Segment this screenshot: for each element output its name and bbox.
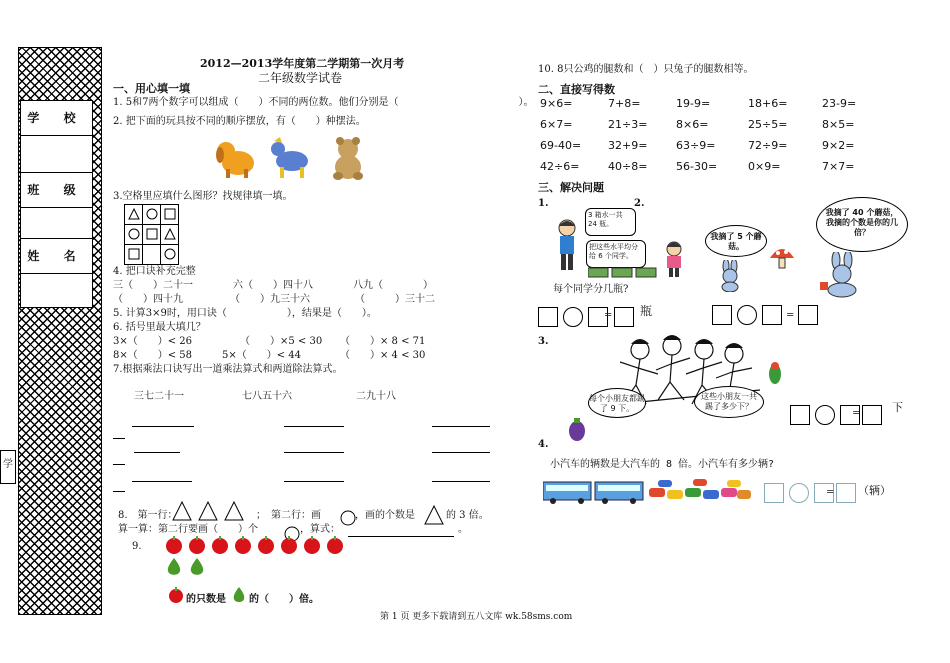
p2-bubble-1: 我摘了 5 个蘑菇。 — [705, 225, 769, 259]
p2-result-box — [798, 304, 823, 325]
rabbit-small-icon — [716, 260, 744, 292]
q4: 4. 把口诀补充完整 — [113, 266, 196, 277]
apple-icon — [166, 586, 186, 604]
p1-bubble-2: 把这些水平均分给 6 个同学。 — [586, 240, 646, 268]
answer-box[interactable] — [712, 305, 732, 325]
q8-formula-label: ，算式： — [300, 524, 340, 535]
p4-question: 小汽车的辆数是大汽车的 8 倍。小汽车有多少辆? — [550, 459, 775, 470]
answer-box[interactable] — [798, 305, 818, 325]
p2-answer-boxes — [712, 304, 787, 325]
mushroom-icon — [768, 244, 796, 270]
p1-equals: = — [604, 310, 613, 321]
calc-item: 23-9= — [822, 97, 857, 110]
p1-number: 1. — [538, 198, 549, 209]
q10: 10. 8只公鸡的腿数和（ ）只兔子的腿数相等。 — [538, 64, 754, 75]
q8-triangles — [172, 500, 248, 522]
school-label: 学 校 — [21, 101, 92, 136]
q8-first-row-label: 8. 第一行： — [118, 510, 178, 521]
operator-circle[interactable] — [563, 307, 583, 327]
p4-unit: （辆） — [858, 484, 891, 497]
p2-equals: = — [786, 310, 795, 321]
q7: 7.根据乘法口诀写出一道乘法算式和两道除法算式。 — [113, 364, 343, 375]
answer-line[interactable] — [113, 463, 125, 465]
horse-toy-icon — [271, 137, 308, 178]
calc-item: 25÷5= — [748, 118, 788, 131]
q6-row1-a: 3×（ ）< 26 — [113, 336, 193, 347]
q6-row1-c: （ ）× 8 < 71 — [340, 336, 426, 347]
section1-heading: 一、用心填一填 — [113, 82, 190, 95]
answer-box[interactable] — [790, 405, 810, 425]
q4-row1-b: 六（ ）四十八 — [233, 280, 313, 291]
calc-item: 6×7= — [540, 118, 573, 131]
parrot-character-icon — [764, 360, 786, 386]
bear-toy-icon — [333, 137, 363, 180]
calc-item: 8×5= — [822, 118, 855, 131]
q6-row1-b: （ ）×5 < 30 — [240, 336, 323, 347]
class-label: 班 级 — [21, 173, 92, 208]
q9-text-a: 的只数是 — [186, 594, 226, 605]
bus-icon — [595, 482, 643, 504]
circle-icon — [128, 228, 140, 240]
calc-item: 9×6= — [540, 97, 573, 110]
square-icon — [128, 248, 140, 260]
calc-item: 7+8= — [608, 97, 641, 110]
q4-row2-b: （ ）九三十六 — [230, 294, 310, 305]
rabbit-large-icon — [818, 252, 868, 298]
apple-icon — [258, 536, 274, 554]
answer-line[interactable] — [113, 490, 125, 492]
circle-icon — [146, 208, 158, 220]
p3-bubble-1: 每个小朋友都踢了 9 下。 — [588, 388, 646, 418]
q6-row2-c: （ ）× 4 < 30 — [340, 350, 426, 361]
calc-item: 32+9= — [608, 139, 648, 152]
school-field — [21, 136, 92, 173]
q5: 5. 计算3×9时，用口诀（ ），结果是（ ）。 — [113, 308, 377, 319]
answer-line[interactable] — [132, 480, 192, 482]
pear-icon — [168, 558, 180, 575]
exam-subtitle: 二年级数学试卷 — [258, 71, 343, 85]
triangle-icon — [424, 505, 444, 525]
calc-item: 8×6= — [676, 118, 709, 131]
answer-line[interactable] — [432, 425, 490, 427]
calc-item: 72÷9= — [748, 139, 788, 152]
calc-item: 42÷6= — [540, 160, 580, 173]
answer-box[interactable] — [836, 483, 856, 503]
q8-calc-text: 算一算：第二行要画（ ）个 — [118, 524, 258, 535]
operator-circle[interactable] — [815, 405, 835, 425]
q7-rhyme-2: 七八五十六 — [242, 391, 292, 402]
q1: 1. 5和7两个数字可以组成（ ）不同的两位数。他们分别是（ ）。 — [113, 97, 534, 108]
boy-icon — [552, 218, 582, 276]
student-info-box — [20, 100, 93, 308]
operator-circle[interactable] — [737, 305, 757, 325]
q8-count-text: ，画的个数是 — [355, 510, 415, 521]
circle-icon — [340, 510, 356, 526]
p1-question: 每个同学分几瓶? — [553, 284, 629, 295]
vehicles-illustration — [543, 478, 753, 506]
q8-second-row-label: ； 第二行：画 — [256, 510, 321, 521]
answer-line[interactable] — [432, 451, 490, 453]
class-field — [21, 208, 92, 239]
answer-line[interactable] — [432, 480, 490, 482]
answer-line[interactable] — [284, 425, 344, 427]
answer-box[interactable] — [764, 483, 784, 503]
p4-equals: = — [826, 487, 835, 498]
q2: 2. 把下面的玩具按不同的顺序摆放，有（ ）种摆法。 — [113, 116, 366, 127]
q9-fruit-illustration — [164, 536, 350, 578]
calc-item: 21÷3= — [608, 118, 648, 131]
q4-row1-a: 三（ ）二十一 — [113, 280, 193, 291]
apple-icon — [166, 536, 182, 554]
answer-box[interactable] — [862, 405, 882, 425]
apple-icon — [235, 536, 251, 554]
triangle-icon — [199, 502, 217, 520]
p1-result-box — [614, 306, 639, 327]
q4-row1-c: 八九（ ） — [353, 280, 433, 291]
kids-playing-illustration — [600, 330, 770, 440]
p1-bubble-1: 3 箱水一共 24 瓶。 — [585, 208, 636, 236]
toys-illustration — [210, 135, 370, 181]
apple-icon — [327, 536, 343, 554]
pear-icon — [191, 558, 203, 575]
answer-line[interactable] — [134, 451, 180, 453]
answer-line[interactable] — [284, 480, 344, 482]
p1-answer-boxes — [538, 306, 613, 327]
q6-row2-b: 5×（ ）< 44 — [222, 350, 302, 361]
triangle-icon — [225, 502, 243, 520]
p3-bubble-2: 这些小朋友一共踢了多少下？ — [694, 386, 764, 418]
q4-row2-a: （ ）四十九 — [113, 294, 183, 305]
shape-pattern-grid — [124, 204, 179, 265]
calc-item: 19-9= — [676, 97, 711, 110]
p3-number: 3. — [538, 336, 549, 347]
calc-item: 63÷9= — [676, 139, 716, 152]
p2-bubble-2: 我摘了 40 个蘑菇，我摘的个数是你的几倍？ — [816, 197, 908, 252]
q3: 3.空格里应填什么图形？找规律填一填。 — [113, 191, 293, 202]
section2-heading: 二、直接写得数 — [538, 83, 615, 96]
q8-end: 。 — [458, 524, 468, 535]
q9-text-b: 的（ ）倍。 — [249, 594, 319, 605]
q8-answer-line[interactable] — [348, 535, 454, 537]
p1-unit: 瓶 — [640, 304, 653, 318]
water-boxes — [588, 266, 658, 278]
calc-item: 40÷8= — [608, 160, 648, 173]
apple-icon — [304, 536, 320, 554]
calc-item: 56-30= — [676, 160, 718, 173]
operator-circle[interactable] — [789, 483, 809, 503]
q4-row2-c: （ ）三十二 — [355, 294, 435, 305]
exam-title: 2012—2013学年度第二学期第一次月考 — [200, 57, 405, 70]
square-icon — [164, 208, 176, 220]
answer-box[interactable] — [614, 307, 634, 327]
dog-toy-icon — [216, 142, 254, 178]
p3-unit: 下 — [892, 401, 903, 414]
apple-icon — [212, 536, 228, 554]
p2-number: 2. — [634, 198, 645, 209]
circle-icon — [164, 248, 176, 260]
q6: 6. 括号里最大填几？ — [113, 322, 206, 333]
girl-icon — [660, 240, 688, 278]
p3-equals: = — [852, 408, 861, 419]
calc-item: 9×2= — [822, 139, 855, 152]
q7-rhyme-3: 二九十八 — [356, 391, 396, 402]
triangle-icon — [128, 208, 140, 220]
triangle-icon — [164, 228, 176, 240]
answer-box[interactable] — [762, 305, 782, 325]
answer-line[interactable] — [132, 425, 194, 427]
side-char: 学 — [0, 450, 16, 484]
square-icon — [146, 228, 158, 240]
answer-box[interactable] — [538, 307, 558, 327]
calc-item: 0×9= — [748, 160, 781, 173]
p3-result-box — [862, 404, 887, 425]
answer-line[interactable] — [113, 437, 125, 439]
calc-item: 7×7= — [822, 160, 855, 173]
section3-heading: 三、解决问题 — [538, 181, 604, 194]
eggplant-character-icon — [566, 416, 588, 442]
small-cars-icon — [649, 479, 751, 499]
q9-label: 9. — [132, 541, 142, 552]
apple-icon — [281, 536, 297, 554]
calc-item: 18+6= — [748, 97, 788, 110]
name-field — [21, 274, 92, 308]
triangle-icon — [173, 502, 191, 520]
apple-icon — [189, 536, 205, 554]
q7-rhyme-1: 三七二十一 — [134, 391, 184, 402]
name-label: 姓 名 — [21, 239, 92, 274]
calc-item: 69-40= — [540, 139, 582, 152]
page-footer: 第 1 页 更多下载请到五八文库 wk.58sms.com — [380, 612, 573, 622]
q6-row2-a: 8×（ ）< 58 — [113, 350, 193, 361]
q8-times-text: 的 3 倍。 — [446, 510, 489, 521]
pear-icon — [230, 584, 248, 604]
p4-number: 4. — [538, 439, 549, 450]
blank-cell — [143, 245, 161, 265]
bus-icon — [543, 482, 591, 504]
answer-line[interactable] — [284, 451, 344, 453]
